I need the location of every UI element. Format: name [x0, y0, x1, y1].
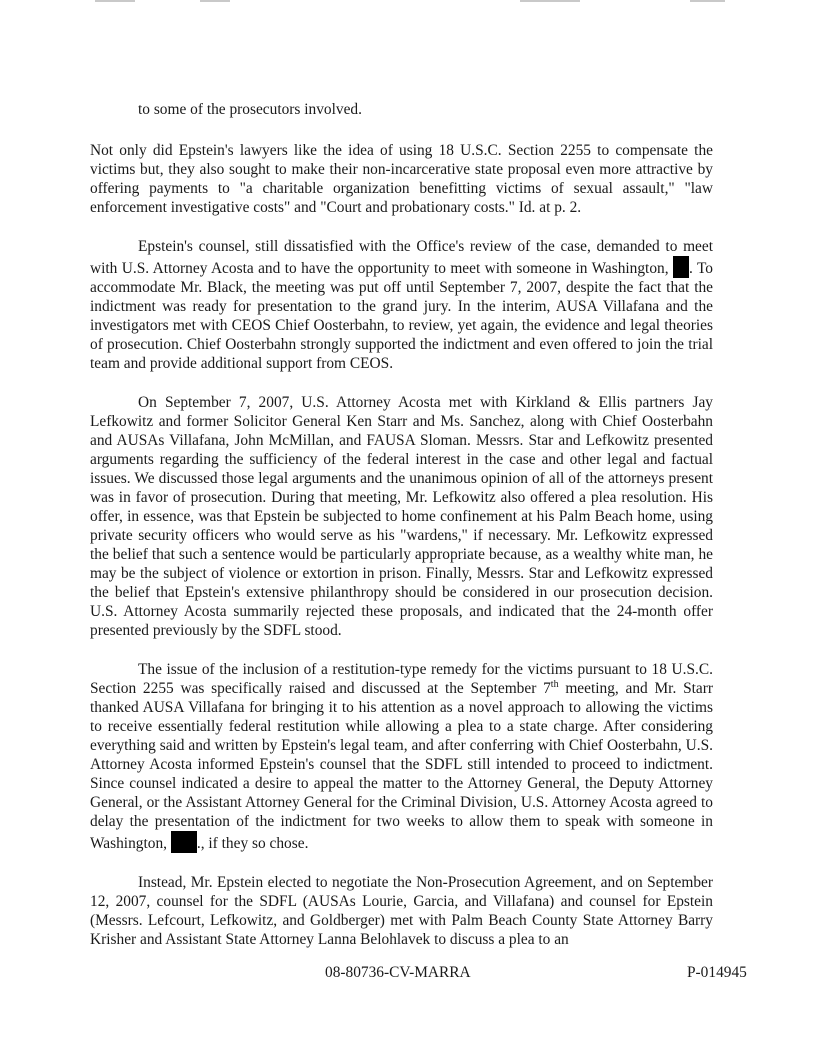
- paragraph: [90, 660, 713, 853]
- paragraph-text: meeting, and Mr. Starr thanked AUSA Villafana for bringing it to his attention as a novel approach to allowing the victims to receive essentially federal restitution while allowing a plea to a state charge. After considering everything said and written by Epstein's legal team, and after conferring with Chief Oosterbahn, U.S. Attorney Acosta informed Epstein's counsel that the SDFL still intended to proceed to indictment. Since counsel indicated a desire to appeal the matter to the Attorney General, the Deputy Attorney General, or the Assistant Attorney General for the Criminal Division, U.S. Attorney Acosta agreed to delay the presentation of the indictment for two weeks to allow them to speak with someone in Washington,: [90, 680, 713, 852]
- case-number: 08-80736-CV-MARRA: [325, 964, 471, 981]
- paragraph: Not only did Epstein's lawyers like the idea of using 18 U.S.C. Section 2255 to compensate the victims but, they also sought to make their non-incarcerative state proposal even more attractive by offering payments to "a charitable organization benefitting victims of sexual assault," "law enforcement investigative costs" and "Court and probationary costs." Id. at p. 2.: [90, 142, 713, 216]
- paragraph-text: ., if they so chose.: [196, 835, 309, 852]
- page-footer: [0, 963, 815, 985]
- scan-edge-marks: [0, 0, 815, 6]
- paragraph-text: Epstein's counsel, still dissatisfied with the Office's review of the case, demanded to meet with U.S. Attorney Acosta and to have the opportunity to meet with someone in Washington,: [90, 238, 713, 277]
- paragraph-text: . To accommodate Mr. Black, the meeting was put off until September 7, 2007, despite the fact that the indictment was ready for presentation to the grand jury. In the interim, AUSA Villafana and the investigators met with CEOS Chief Oosterbahn, to review, yet again, the evidence and legal theories of prosecution. Chief Oosterbahn strongly supported the indictment and even offered to join the trial team and provide additional support from CEOS.: [90, 260, 713, 372]
- paragraph: Instead, Mr. Epstein elected to negotiate the Non-Prosecution Agreement, and on September 12, 2007, counsel for the SDFL (AUSAs Lourie, Garcia, and Villafana) and counsel for Epstein (Messrs. Lefcourt, Lefkowitz, and Goldberger) met with Palm Beach County State Attorney Barry Krisher and Assistant State Attorney Lanna Belohlavek to discuss a plea to an: [90, 874, 713, 948]
- paragraph: [90, 237, 713, 373]
- paragraph: On September 7, 2007, U.S. Attorney Acosta met with Kirkland & Ellis partners Jay Lefkowitz and former Solicitor General Ken Starr and Ms. Sanchez, along with Chief Oosterbahn and AUSAs Villafana, John McMillan, and FAUSA Sloman. Messrs. Star and Lefkowitz presented arguments regarding the sufficiency of the federal interest in the case and other legal and factual issues. We discussed those legal arguments and the unanimous opinion of all of the attorneys present was in favor of prosecution. During that meeting, Mr. Lefkowitz also offered a plea resolution. His offer, in essence, was that Epstein be subjected to home confinement at his Palm Beach home, using private security officers who would serve as his "wardens," if necessary. Mr. Lefkowitz expressed the belief that such a sentence would be particularly appropriate because, as a wealthy white man, he may be the subject of violence or extortion in prison. Finally, Messrs. Star and Lefkowitz expressed the belief that Epstein's extensive philanthropy should be considered in our prosecution decision. U.S. Attorney Acosta summarily rejected these proposals, and indicated that the 24-month offer presented previously by the SDFL stood.: [90, 394, 713, 639]
- redaction-block: [673, 256, 689, 278]
- superscript: th: [550, 678, 559, 690]
- bates-number: P-014945: [687, 964, 747, 981]
- redaction-block: [171, 831, 197, 853]
- paragraph-continuation: to some of the prosecutors involved.: [138, 101, 362, 118]
- document-body: [90, 100, 713, 949]
- paragraph-text: The issue of the inclusion of a restitution-type remedy for the victims pursuant to 18 U.S.C. Section 2255 was specifically raised and discussed at the September 7: [90, 661, 713, 697]
